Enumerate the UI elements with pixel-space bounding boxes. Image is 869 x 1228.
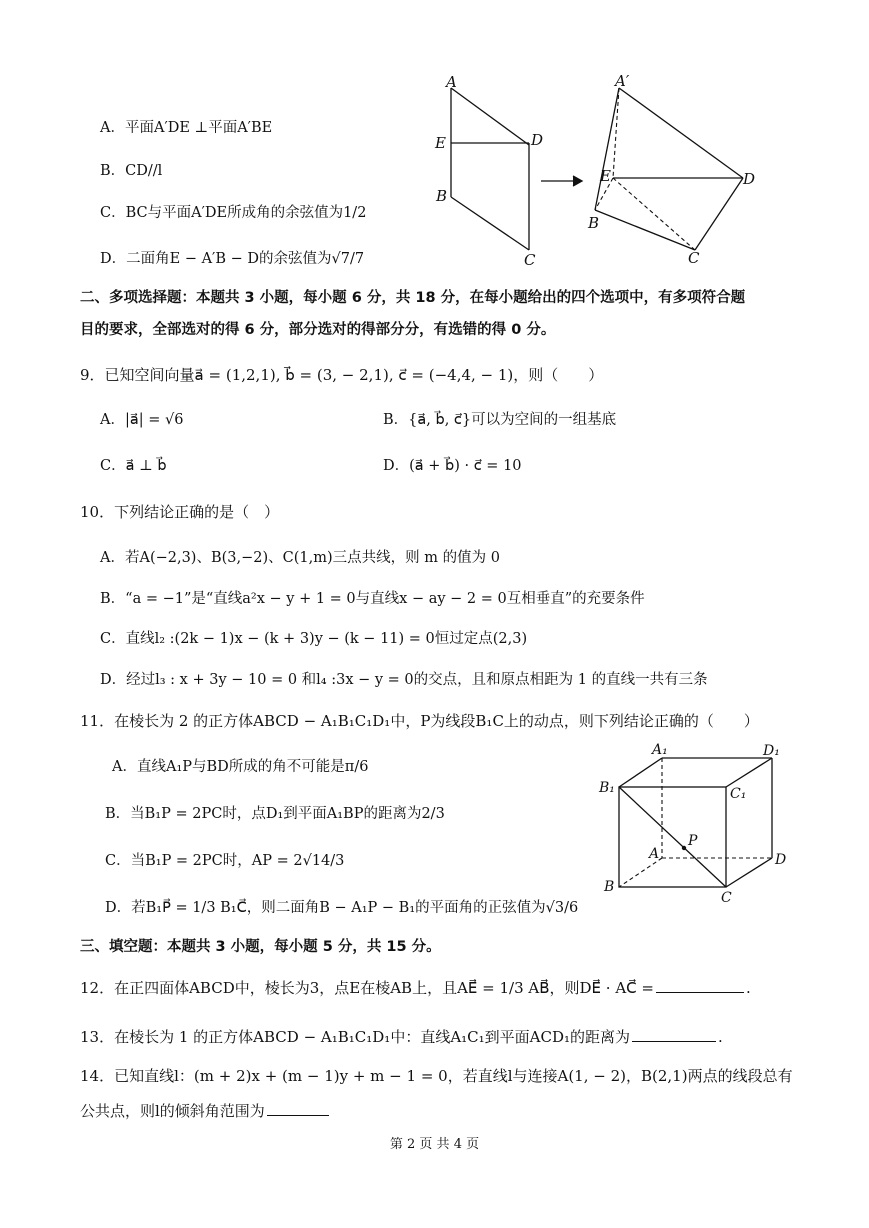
- section2-heading-line2: 目的要求，全部选对的得 6 分，部分选对的得部分分，有选错的得 0 分。: [80, 322, 556, 338]
- q11-option-d: D．若B₁P⃗ = 1/3 B₁C⃗，则二面角B − A₁P − B₁的平面角的正弦值为√3/6: [105, 900, 579, 916]
- page-footer: 第 2 页 共 4 页: [389, 1137, 480, 1152]
- q9-option-c: C．a⃗ ⊥ b⃗: [100, 458, 167, 474]
- fold-label-a-prime: A′: [615, 72, 630, 90]
- cube-label-d: D: [775, 852, 787, 868]
- fold-label-e2: E: [600, 167, 611, 185]
- fold-label-b: B: [436, 187, 448, 205]
- q13-line: [80, 1025, 723, 1048]
- q10-option-b: B．“a = −1”是“直线a²x − y + 1 = 0与直线x − ay − 2 = 0互相垂直”的充要条件: [100, 591, 645, 607]
- q10-option-a: A．若A(−2,3)、B(3,−2)、C(1,m)三点共线，则 m 的值为 0: [100, 550, 500, 566]
- fold-label-c: C: [524, 251, 536, 269]
- cube-label-d1: D₁: [763, 743, 780, 759]
- section3-heading: 三、填空题：本题共 3 小题，每小题 5 分，共 15 分。: [80, 939, 441, 955]
- q8-option-a: A．平面A′DE ⊥平面A′BE: [100, 120, 273, 136]
- cube-label-a: A: [649, 846, 660, 862]
- q9-option-d: D．(a⃗ + b⃗) · c⃗ = 10: [383, 458, 522, 474]
- fold-label-e: E: [435, 134, 446, 152]
- q9-stem: 9．已知空间向量a⃗ = (1,2,1), b⃗ = (3, − 2,1), c⃗ = (−4,4, − 1)，则（ ）: [80, 366, 604, 384]
- cube-label-a1: A₁: [652, 742, 668, 758]
- q11-stem: 11．在棱长为 2 的正方体ABCD − A₁B₁C₁D₁中，P为线段B₁C上的动点，则下列结论正确的（ ）: [80, 712, 759, 730]
- fold-label-b2: B: [588, 214, 600, 232]
- fold-label-c2: C: [688, 249, 700, 267]
- q12-answer-blank[interactable]: [656, 976, 744, 993]
- cube-figure: [595, 738, 800, 908]
- cube-label-b: B: [604, 879, 615, 895]
- fold-label-a: A: [446, 73, 457, 91]
- q8-option-c: C．BC与平面A′DE所成角的余弦值为1/2: [100, 205, 367, 221]
- q10-stem: 10．下列结论正确的是（ ）: [80, 503, 280, 521]
- fold-label-d2: D: [743, 170, 756, 188]
- q11-option-a: A．直线A₁P与BD所成的角不可能是π/6: [112, 759, 369, 775]
- q13-stem: 13．在棱长为 1 的正方体ABCD − A₁B₁C₁D₁中：直线A₁C₁到平面ACD₁的距离为: [80, 1028, 631, 1046]
- q12-end: .: [745, 979, 751, 997]
- q11-option-b: B．当B₁P = 2PC时，点D₁到平面A₁BP的距离为2/3: [105, 806, 445, 822]
- q14-answer-blank[interactable]: [267, 1099, 329, 1116]
- q11-option-c: C．当B₁P = 2PC时，AP = 2√14/3: [105, 853, 345, 869]
- cube-label-c1: C₁: [730, 786, 747, 802]
- fold-figure: [420, 70, 780, 270]
- q10-option-c: C．直线l₂ :(2k − 1)x − (k + 3)y − (k − 11) = 0恒过定点(2,3): [100, 631, 528, 647]
- cube-label-b1: B₁: [599, 780, 615, 796]
- q13-answer-blank[interactable]: [632, 1025, 716, 1042]
- q10-option-d: D．经过l₃ : x + 3y − 10 = 0 和l₄ :3x − y = 0的交点，且和原点相距为 1 的直线一共有三条: [100, 672, 708, 688]
- fold-label-d: D: [531, 131, 544, 149]
- q8-option-d: D．二面角E − A′B − D的余弦值为√7/7: [100, 251, 365, 267]
- cube-label-p: P: [688, 833, 698, 849]
- section2-heading-line1: 二、多项选择题：本题共 3 小题，每小题 6 分，共 18 分，在每小题给出的四个选项中，有多项符合题: [80, 290, 746, 306]
- q14-stem-end: 公共点，则l的倾斜角范围为: [80, 1102, 265, 1120]
- point-p: [682, 846, 686, 850]
- q14-line2: [80, 1099, 331, 1122]
- q12-line: [80, 976, 751, 999]
- q9-option-b: B．{a⃗, b⃗, c⃗}可以为空间的一组基底: [383, 412, 617, 428]
- q8-option-b: B．CD//l: [100, 163, 163, 179]
- cube-label-c: C: [721, 890, 732, 906]
- q14-line1: 14．已知直线l：(m + 2)x + (m − 1)y + m − 1 = 0，若直线l与连接A(1, − 2)，B(2,1)两点的线段总有: [80, 1067, 793, 1085]
- q12-stem: 12．在正四面体ABCD中，棱长为3，点E在棱AB上，且AE⃗ = 1/3 AB⃗，则DE⃗ · AC⃗ =: [80, 979, 654, 997]
- q13-end: .: [718, 1028, 723, 1046]
- q9-option-a: A．|a⃗| = √6: [100, 412, 184, 428]
